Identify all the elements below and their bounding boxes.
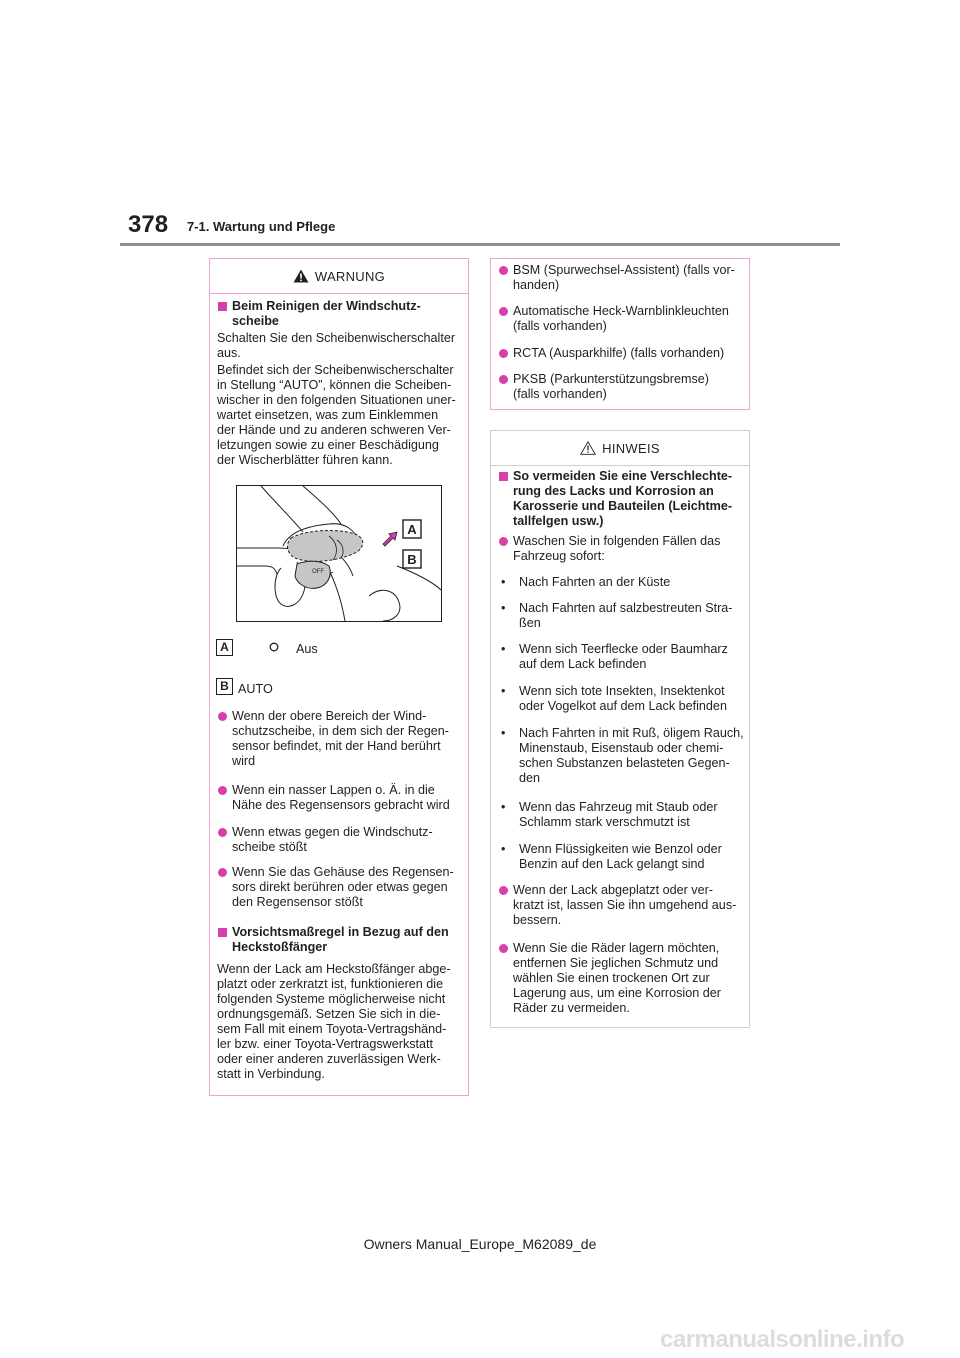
legend-text-a: Aus xyxy=(296,642,318,656)
round-bullet-icon xyxy=(218,828,227,837)
figure-label-b xyxy=(403,550,421,568)
warning-para-3: Wenn der Lack am Heckstoßfänger abge- platzt oder zerkratzt ist, funktionieren die folgenden Systeme möglicherweise nicht ordnungsgemäß. Setzen Sie sich in die- sem Fall mit einem Toyota-Vertragshänd- ler bzw. einer Toyota-Vertragswerkstatt oder einer anderen zuverlässigen Werk- statt in Verbindung. xyxy=(217,962,451,1081)
off-circle-icon xyxy=(269,642,279,652)
section-title: 7-1. Wartung und Pflege xyxy=(187,219,336,234)
caution-triangle-icon xyxy=(580,441,596,455)
svg-text:A: A xyxy=(407,522,417,537)
warning-para-2: Befindet sich der Scheibenwischerschalter in Stellung “AUTO”, können die Scheiben-wischer in den folgenden Situationen uner-wartet einsetzen, was zum Einklemmen der Hände und zu anderen schweren Ver-letzungen sowie zu einer Beschädigung der Wischerblätter führen kann. xyxy=(217,363,456,467)
warning-header xyxy=(210,259,468,294)
legend-label-a: A xyxy=(216,639,233,656)
header-rule xyxy=(120,243,840,246)
hinweis-box: HINWEIS So vermeiden Sie eine Verschlechte- rung des Lacks und Korrosion an Karosserie und Bauteilen (Leichtme- tallfelgen usw.) Waschen Sie in folgenden Fällen das Fahrzeug sofort: • Nach Fahrten an der Küste • Nach Fahrten auf salzbestreuten Stra- ßen • Wenn sich Teerflecke oder Baumharz auf dem Lack befinden • Wenn sich tote Insekten, Insektenkot oder Vogelkot auf dem Lack befinden • Nach Fahrten in mit Ruß, öligem Rauch, Minenstaub, Eisenstaub oder chemi- schen Substanzen belasteten Gegen- den • Wenn das Fahrzeug mit Staub oder Schlamm stark verschmutzt ist • Wenn Flüssigkeiten wie Benzol oder Benzin auf den Lack gelangt sind Wenn der Lack abgeplatzt oder ver- kratzt ist, lassen Sie ihn umgehend aus- bessern. Wenn Sie die Räder lagern möchten, entfernen Sie jeglichen Schmutz und wählen Sie einen trockenen Ort zur Lagerung aus, um eine Korrosion der Räder zu vermeiden. xyxy=(490,430,750,1028)
round-bullet-icon xyxy=(218,868,227,877)
round-bullet-icon xyxy=(499,375,508,384)
round-bullet-icon xyxy=(499,266,508,275)
hinweis-title: HINWEIS xyxy=(602,440,660,456)
wiper-switch-figure xyxy=(236,485,442,622)
warning-title: WARNUNG xyxy=(314,268,386,284)
round-bullet-icon xyxy=(499,944,508,953)
round-bullet-icon xyxy=(499,886,508,895)
round-bullet-icon xyxy=(499,537,508,546)
legend-text-b: AUTO xyxy=(238,682,273,696)
hinweis-header xyxy=(491,431,749,466)
round-bullet-icon xyxy=(218,786,227,795)
arrow-up-icon xyxy=(383,532,397,546)
page-number: 378 xyxy=(128,211,169,238)
warning-para-1: Schalten Sie den Scheibenwischerschalter aus. xyxy=(217,331,456,360)
figure-label-a xyxy=(403,520,421,538)
warning-box: WARNUNG Beim Reinigen der Windschutz- scheibe Schalten Sie den Scheibenwischerschalter aus. Befindet sich der Scheibenwischerschalter in Stellung “AUTO”, können die Scheiben-wischer in den folgenden Situationen uner-wartet einsetzen, was zum Einklemmen der Hände und zu anderen schweren Ver-letzungen sowie zu einer Beschädigung der Wischerblätter führen kann. OFF A B A Aus B AUTO Wenn der obere Bereich der Wind- schutzscheibe, in dem sich der Regen- sensor befindet, mit der Hand berührt wird Wenn ein nasser Lappen o. Ä. in die Nähe des Regensensors gebracht wird Wenn etwas gegen die Windschutz- scheibe stößt Wenn Sie das Gehäuse des Regensen- sors direkt berühren oder etwas gegen den Regensensor stößt Vorsichtsmaßregel in Bezug auf den Heckstoßfänger Wenn der Lack am Heckstoßfänger abge- platzt oder zerkratzt ist, funktionieren die folgenden Systeme möglicherweise nicht ordnungsgemäß. Setzen Sie sich in die- sem Fall mit einem Toyota-Vertragshänd- ler bzw. einer Toyota-Vertragswerkstatt oder einer anderen zuverlässigen Werk- statt in Verbindung. xyxy=(209,258,469,1096)
svg-text:OFF: OFF xyxy=(312,569,324,575)
warning-continued-box: BSM (Spurwechsel-Assistent) (falls vor- handen) Automatische Heck-Warnblinkleuchten (falls vorhanden) RCTA (Ausparkhilfe) (falls vorhanden) PKSB (Parkunterstützungsbremse) (falls vorhanden) xyxy=(490,258,750,410)
svg-text:B: B xyxy=(407,552,417,567)
square-bullet-icon xyxy=(218,928,227,937)
round-bullet-icon xyxy=(499,307,508,316)
round-bullet-icon xyxy=(218,712,227,721)
wiper-switch-illustration xyxy=(237,486,441,621)
square-bullet-icon xyxy=(218,302,227,311)
round-bullet-icon xyxy=(499,349,508,358)
footer-text: Owners Manual_Europe_M62089_de xyxy=(363,1236,597,1252)
square-bullet-icon xyxy=(499,472,508,481)
legend-label-b: B xyxy=(216,678,233,695)
watermark: carmanualsonline.info xyxy=(660,1326,905,1353)
warning-triangle-icon xyxy=(293,269,309,283)
